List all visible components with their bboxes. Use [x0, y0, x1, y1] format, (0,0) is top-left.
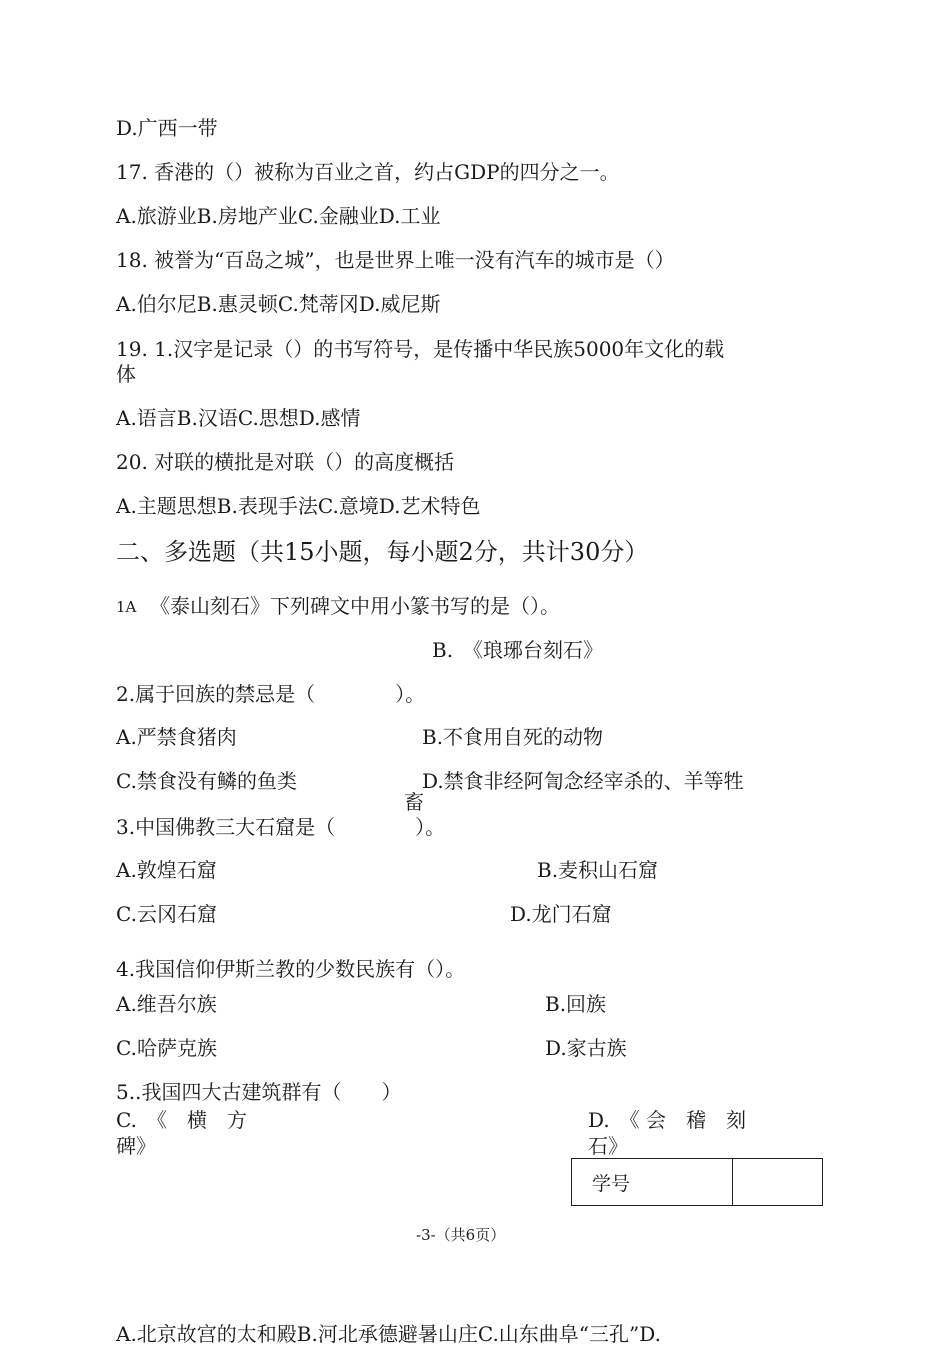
question-18-options: A.伯尔尼B.惠灵顿C.梵蒂冈D.威尼斯: [116, 292, 441, 316]
question-19-options: A.语言B.汉语C.思想D.感情: [116, 406, 361, 430]
question-number: 1A: [116, 598, 137, 616]
text-line: A.北京故宫的太和殿B.河北承德避暑山庄C.山东曲阜“三孔”D.: [116, 1322, 661, 1346]
multi-question-1: 《泰山刻石》下列碑文中用小篆书写的是（）。: [150, 594, 560, 618]
option-b: B.麦积山石窟: [537, 858, 659, 882]
option-b: B. 《琅琊台刻石》: [432, 638, 604, 662]
multi-question-5: 5..我国四大古建筑群有（ ）: [116, 1080, 402, 1104]
option-a: A.维吾尔族: [116, 992, 217, 1016]
student-id-label: 学号: [572, 1159, 733, 1206]
question-20: 20. 对联的横批是对联（）的高度概括: [116, 450, 455, 474]
option-d: D.龙门石窟: [510, 902, 612, 926]
question-19: 19. 1.汉字是记录（）的书写符号，是传播中华民族5000年文化的载: [116, 337, 725, 361]
option-c: C. 《 横 方: [116, 1108, 247, 1132]
option-d-cont: 石》: [588, 1134, 628, 1158]
multi-question-4: 4.我国信仰伊斯兰教的少数民族有（）。: [116, 957, 466, 981]
option-d: D.禁食非经阿訇念经宰杀的、羊等牲: [422, 769, 744, 793]
question-19-cont: 体: [116, 362, 136, 386]
question-18: 18. 被誉为“百岛之城”，也是世界上唯一没有汽车的城市是（）: [116, 248, 675, 272]
option-c: C.禁食没有鳞的鱼类: [116, 769, 297, 793]
multi-question-2: 2.属于回族的禁忌是（ ）。: [116, 682, 426, 706]
student-id-field[interactable]: [733, 1159, 823, 1206]
option-b: B.回族: [545, 992, 607, 1016]
student-id-box: [571, 1158, 823, 1206]
option-a: A.严禁食猪肉: [116, 725, 237, 749]
option-c: C.哈萨克族: [116, 1036, 217, 1060]
question-17: 17. 香港的（）被称为百业之首，约占GDP的四分之一。: [116, 160, 620, 184]
question-20-options: A.主题思想B.表现手法C.意境D.艺术特色: [116, 494, 481, 518]
option-d: D. 《 会 稽 刻: [588, 1108, 747, 1132]
question-17-options: A.旅游业B.房地产业C.金融业D.工业: [116, 204, 441, 228]
multi-question-3: 3.中国佛教三大石窟是（ ）。: [116, 815, 446, 839]
option-d-overflow: 畜: [404, 790, 424, 814]
option-a: A.敦煌石窟: [116, 858, 217, 882]
option-c: C.云冈石窟: [116, 902, 217, 926]
option-c-cont: 碑》: [116, 1134, 156, 1158]
page-number: -3-（共6页）: [416, 1226, 506, 1244]
section-heading: 二、多选题（共15小题，每小题2分，共计30分）: [116, 538, 649, 566]
option-d: D.家古族: [545, 1036, 627, 1060]
option-b: B.不食用自死的动物: [422, 725, 604, 749]
text-line: D.广西一带: [116, 116, 218, 140]
